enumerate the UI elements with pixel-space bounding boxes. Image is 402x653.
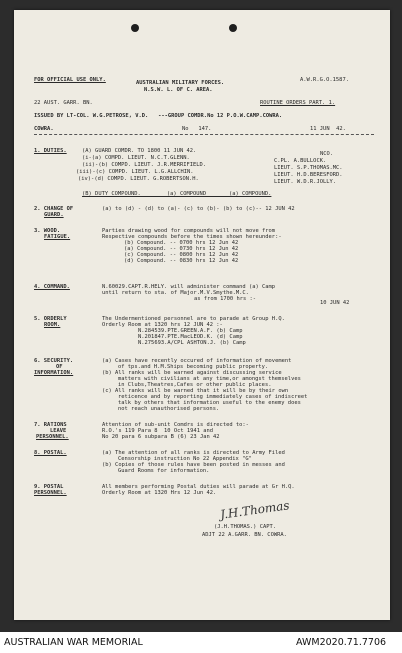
security-heading: 6. SECURITY. (34, 358, 74, 364)
postal-personnel-line-2: Orderly Room at 1320 Hrs 12 Jun 42. (102, 490, 217, 496)
security-line-7: reticence and by reporting immediately cases of indiscreet (118, 394, 308, 400)
rations-heading-2: LEAVE (50, 428, 67, 434)
security-line-8: talk by others that information useful to the enemy does (118, 400, 301, 406)
order-number: No 147. (182, 126, 212, 132)
wood-line-5: (c) Compound. -- 0800 hrs 12 Jun 42 (124, 252, 239, 258)
handwritten-signature: J.H.Thomas (219, 498, 291, 522)
footer-left-label: AUSTRALIAN WAR MEMORIAL (4, 637, 143, 648)
security-heading-2: OF (56, 364, 63, 370)
duties-heading: 1. DUTIES. (34, 148, 67, 154)
rations-heading-3: PERSONNEL. (36, 434, 69, 440)
postal-line-3: (b) Copies of those rules have been posted in messes and (102, 462, 285, 468)
duties-row-2: (ii)-(b) COMPD. LIEUT. J.R.MERRIFIELD. (82, 162, 207, 168)
orderly-heading: 5. ORDERLY (34, 316, 67, 322)
postal-personnel-heading-2: PERSONNEL. (34, 490, 67, 496)
orderly-line-5: N.275693.A/CPL ASHTON.J. (b) Camp (138, 340, 246, 346)
punch-hole-right (229, 24, 237, 32)
wood-line-2: Respective compounds before the times shown hereunder:- (102, 234, 282, 240)
official-use-label: FOR OFFICIAL USE ONLY. (34, 77, 106, 83)
document-page (14, 10, 390, 620)
wood-line-3: (b) Compound. -- 0700 hrs 12 Jun 42 (124, 240, 239, 246)
command-heading: 4. COMMAND. (34, 284, 70, 290)
wood-line-4: (a) Compound. -- 0730 hrs 12 Jun 42 (124, 246, 239, 252)
change-heading: 2. CHANGE OF (34, 206, 74, 212)
archive-footer (0, 632, 402, 653)
security-line-1: (a) Cases have recently occured of information of movement (102, 358, 292, 364)
duties-row-4: (iv)-(d) COMPD. LIEUT. G.ROBERTSON.H. (78, 176, 199, 182)
duties-line1: (A) GUARD COMDR. TO 1800 11 JUN 42. (82, 148, 197, 154)
security-line-4: matters with civilians at any time,or amongst themselves (118, 376, 301, 382)
duties-row-3b: LIEUT. H.D.BERESFORD. (274, 172, 343, 178)
duty-compound-line: (B) DUTY COMPOUND. (a) COMPOUND (a) COMPOUND. (82, 191, 272, 197)
postal-line-4: Guard Rooms for information. (118, 468, 210, 474)
rations-heading: 7. RATIONS (34, 422, 67, 428)
unit-name: 22 AUST. GARR. BN. (34, 100, 93, 106)
command-line-2: until return to sta. of Major.M.V.Smythe.M.C. (102, 290, 249, 296)
security-line-6: (c) All ranks will be warned that it will be by their own (102, 388, 289, 394)
duties-nco: NCO. (320, 151, 334, 157)
punch-hole-left (131, 24, 139, 32)
orderly-heading-2: ROOM. (44, 322, 61, 328)
wood-line-1: Parties drawing wood for compounds will not move from (102, 228, 276, 234)
place: COWRA. (34, 126, 54, 132)
orderly-line-3: N.284539.PTE.GREEN.A.F. (b) Camp (138, 328, 243, 334)
wood-heading: 3. WOOD. (34, 228, 61, 234)
command-date: 10 JUN 42 (320, 300, 350, 306)
rations-line-1: Attention of sub-unit Comdrs is directed to:- (102, 422, 249, 428)
postal-personnel-heading: 9. POSTAL (34, 484, 64, 490)
army-title: AUSTRALIAN MILITARY FORCES. (136, 80, 225, 86)
postal-line-2: Censorship instruction No 22 Appendix "G" (118, 456, 252, 462)
header-rule (34, 134, 374, 135)
duties-row-3: (iii)-(c) COMPD. LIEUT. L.G.ALLCHIN. (76, 169, 194, 175)
postal-line-1: (a) The attention of all ranks is directed to Army Filed (102, 450, 285, 456)
postal-personnel-line-1: All members performing Postal duties will parade at Gr H.Q. (102, 484, 295, 490)
signatory-name: (J.H.THOMAS.) CAPT. (214, 524, 277, 530)
change-heading-2: GUARD. (44, 212, 64, 218)
duties-row-2b: LIEUT. S.P.THOMAS.MC. (274, 165, 343, 171)
duties-row-1b: C.PL. A.BULLOCK. (274, 158, 327, 164)
security-line-3: (b) All ranks will be warned against discussing service (102, 370, 282, 376)
wood-line-6: (d) Compound. -- 0830 hrs 12 Jun 42 (124, 258, 239, 264)
duties-row-4b: LIEUT. W.D.R.JOLLY. (274, 179, 337, 185)
security-line-2: of tps.and H.M.Ships becoming public property. (118, 364, 269, 370)
rations-line-2: R.O.'s 119 Para 8 10 Oct 1941 and (102, 428, 214, 434)
orderly-line-4: N.201847.PTE.MacLEOD.K. (d) Camp (138, 334, 243, 340)
rations-line-3: No 20 para 6 subpara B (6) 23 Jan 42 (102, 434, 220, 440)
command-line-3: as from 1700 hrs :- (194, 296, 257, 302)
orders-title: ROUTINE ORDERS PART. 1. (260, 100, 336, 106)
signatory-title: ADJT 22 A.GARR. BN. COWRA. (202, 532, 287, 538)
wood-heading-2: FATIGUE. (44, 234, 71, 240)
issued-by: ISSUED BY LT-COL. W.G.PETROSE, V.D. ---GROUP COMDR.No 12 P.O.W.CAMP.COWRA. (34, 113, 283, 119)
duties-row-1: (i-(a) COMPD. LIEUT. N.C.T.GLENN. (82, 155, 190, 161)
change-text: (a) to (d) - (d) to (a)- (c) to (b)- (b) to (c)-- 12 JUN 42 (102, 206, 295, 212)
command-line-1: N.60029.CAPT.R.HELY. will administer command (a) Camp (102, 284, 276, 290)
document-ref: A.W.R.G.O.1587. (300, 77, 349, 83)
security-line-5: in Clubs,Theatres,Cafes or other public places. (118, 382, 272, 388)
orderly-line-2: Orderly Room at 1320 hrs 12 JUN 42 :- (102, 322, 223, 328)
security-line-9: not reach unauthorised persons. (118, 406, 220, 412)
orderly-line-1: The Undermentioned personnel are to parade at Group H.Q. (102, 316, 285, 322)
postal-heading: 8. POSTAL. (34, 450, 67, 456)
security-heading-3: INFORMATION. (34, 370, 74, 376)
area-title: N.S.W. L. OF C. AREA. (144, 87, 213, 93)
footer-right-id: AWM2020.71.7706 (296, 637, 387, 648)
order-date: 11 JUN 42. (310, 126, 346, 132)
